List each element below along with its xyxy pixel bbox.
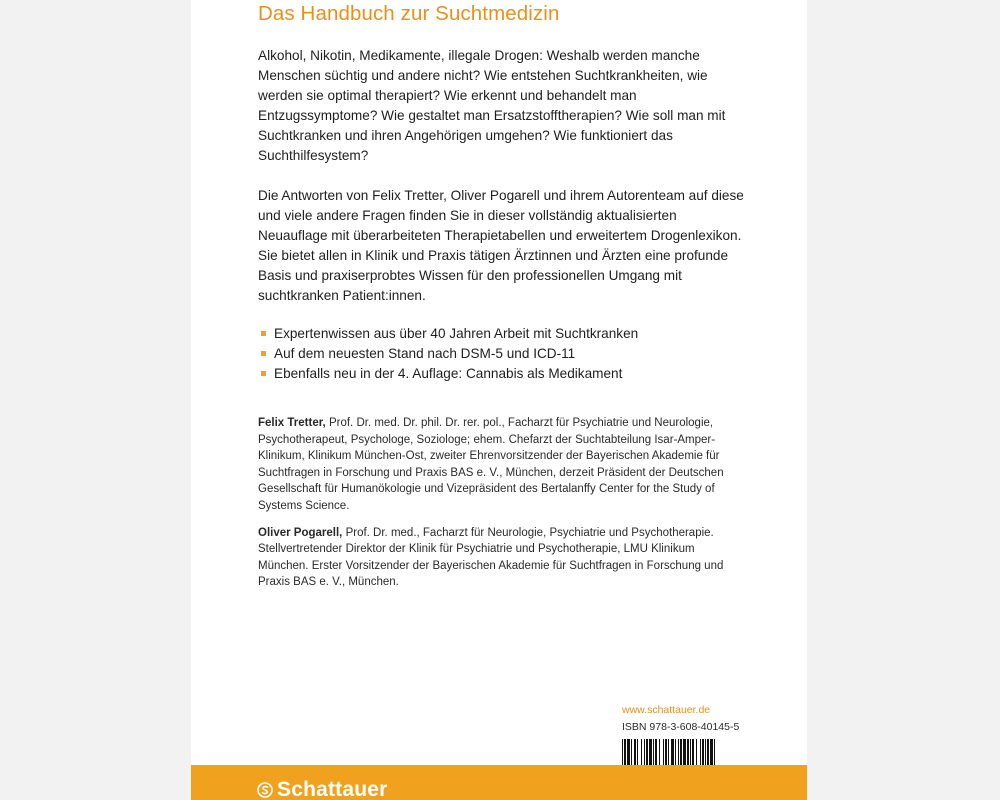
book-back-cover — [191, 0, 807, 800]
publication-meta — [622, 703, 762, 769]
answer-paragraph: Die Antworten von Felix Tretter, Oliver Pogarell und ihrem Autorenteam auf diese und viele andere Fragen finden Sie in dieser vollständig aktualisierten Neuauflage mit überarbeiteten Therapietabellen und erweitertem Drogenlexikon. Sie bietet allen in Klinik und Praxis tätigen Ärztinnen und Ärzten eine profunde Basis und praxiserprobtes Wissen für den professionellen Umgang mit suchtkranken Patient:innen. — [258, 188, 744, 303]
author-description: Prof. Dr. med. Dr. phil. Dr. rer. pol., Facharzt für Psychiatrie und Neurologie, Psychotherapeut, Psychologe, Soziologe; ehem. Chefarzt der Suchtabteilung Isar-Amper-Klinikum, Klinikum München-Ost, zweiter Ehrenvorsitzender der Bayerischen Akademie für Suchtfragen in Forschung und Praxis BAS e. V., München, derzeit Präsident der Deutschen Gesellschaft für Humanökologie und Vizepräsident des Bertalanffy Center for the Study of Systems Science. — [258, 417, 724, 512]
publisher-band — [191, 765, 807, 800]
author-description: Prof. Dr. med., Facharzt für Neurologie, Psychiatrie und Psychotherapie. Stellvertretender Direktor der Klinik für Psychiatrie und Psychotherapie, LMU Klinikum München. Erster Vorsitzender der Bayerischen Akademie für Suchtfragen in Forschung und Praxis BAS e. V., München. — [258, 526, 724, 589]
author-bio — [258, 525, 748, 591]
isbn: ISBN 978-3-608-40145-5 — [622, 721, 740, 733]
feature-item — [258, 344, 748, 364]
author-bio — [258, 415, 748, 515]
bullet-icon — [261, 331, 266, 336]
intro-paragraph: Alkohol, Nikotin, Medikamente, illegale Drogen: Weshalb werden manche Menschen süchtig und andere nicht? Wie entstehen Suchtkrankheiten, wie werden sie optimal therapiert? Wie erkennt und behandelt man Entzugssymptome? Wie gestaltet man Ersatzstofftherapien? Wie soll man mit Suchtkranken und ihren Angehörigen umgehen? Wie funktioniert das Suchthilfesystem? — [258, 48, 726, 163]
author-name: Oliver Pogarell, — [258, 526, 343, 539]
feature-list — [258, 324, 748, 384]
bullet-icon — [261, 351, 266, 356]
feature-text: Auf dem neuesten Stand nach DSM-5 und ICD-11 — [274, 346, 576, 361]
publisher-brand — [257, 778, 388, 800]
publisher-website[interactable]: www.schattauer.de — [622, 704, 711, 716]
headline: Das Handbuch zur Suchtmedizin — [258, 2, 560, 25]
cover-content — [258, 0, 748, 591]
feature-text: Expertenwissen aus über 40 Jahren Arbeit mit Suchtkranken — [274, 326, 639, 341]
publisher-name: Schattauer — [277, 778, 388, 800]
author-name: Felix Tretter, — [258, 417, 326, 429]
feature-item — [258, 324, 748, 344]
schattauer-logo-icon — [257, 782, 273, 798]
feature-text: Ebenfalls neu in der 4. Auflage: Cannabis als Medikament — [274, 366, 623, 381]
feature-item — [258, 364, 748, 384]
bullet-icon — [261, 371, 266, 376]
